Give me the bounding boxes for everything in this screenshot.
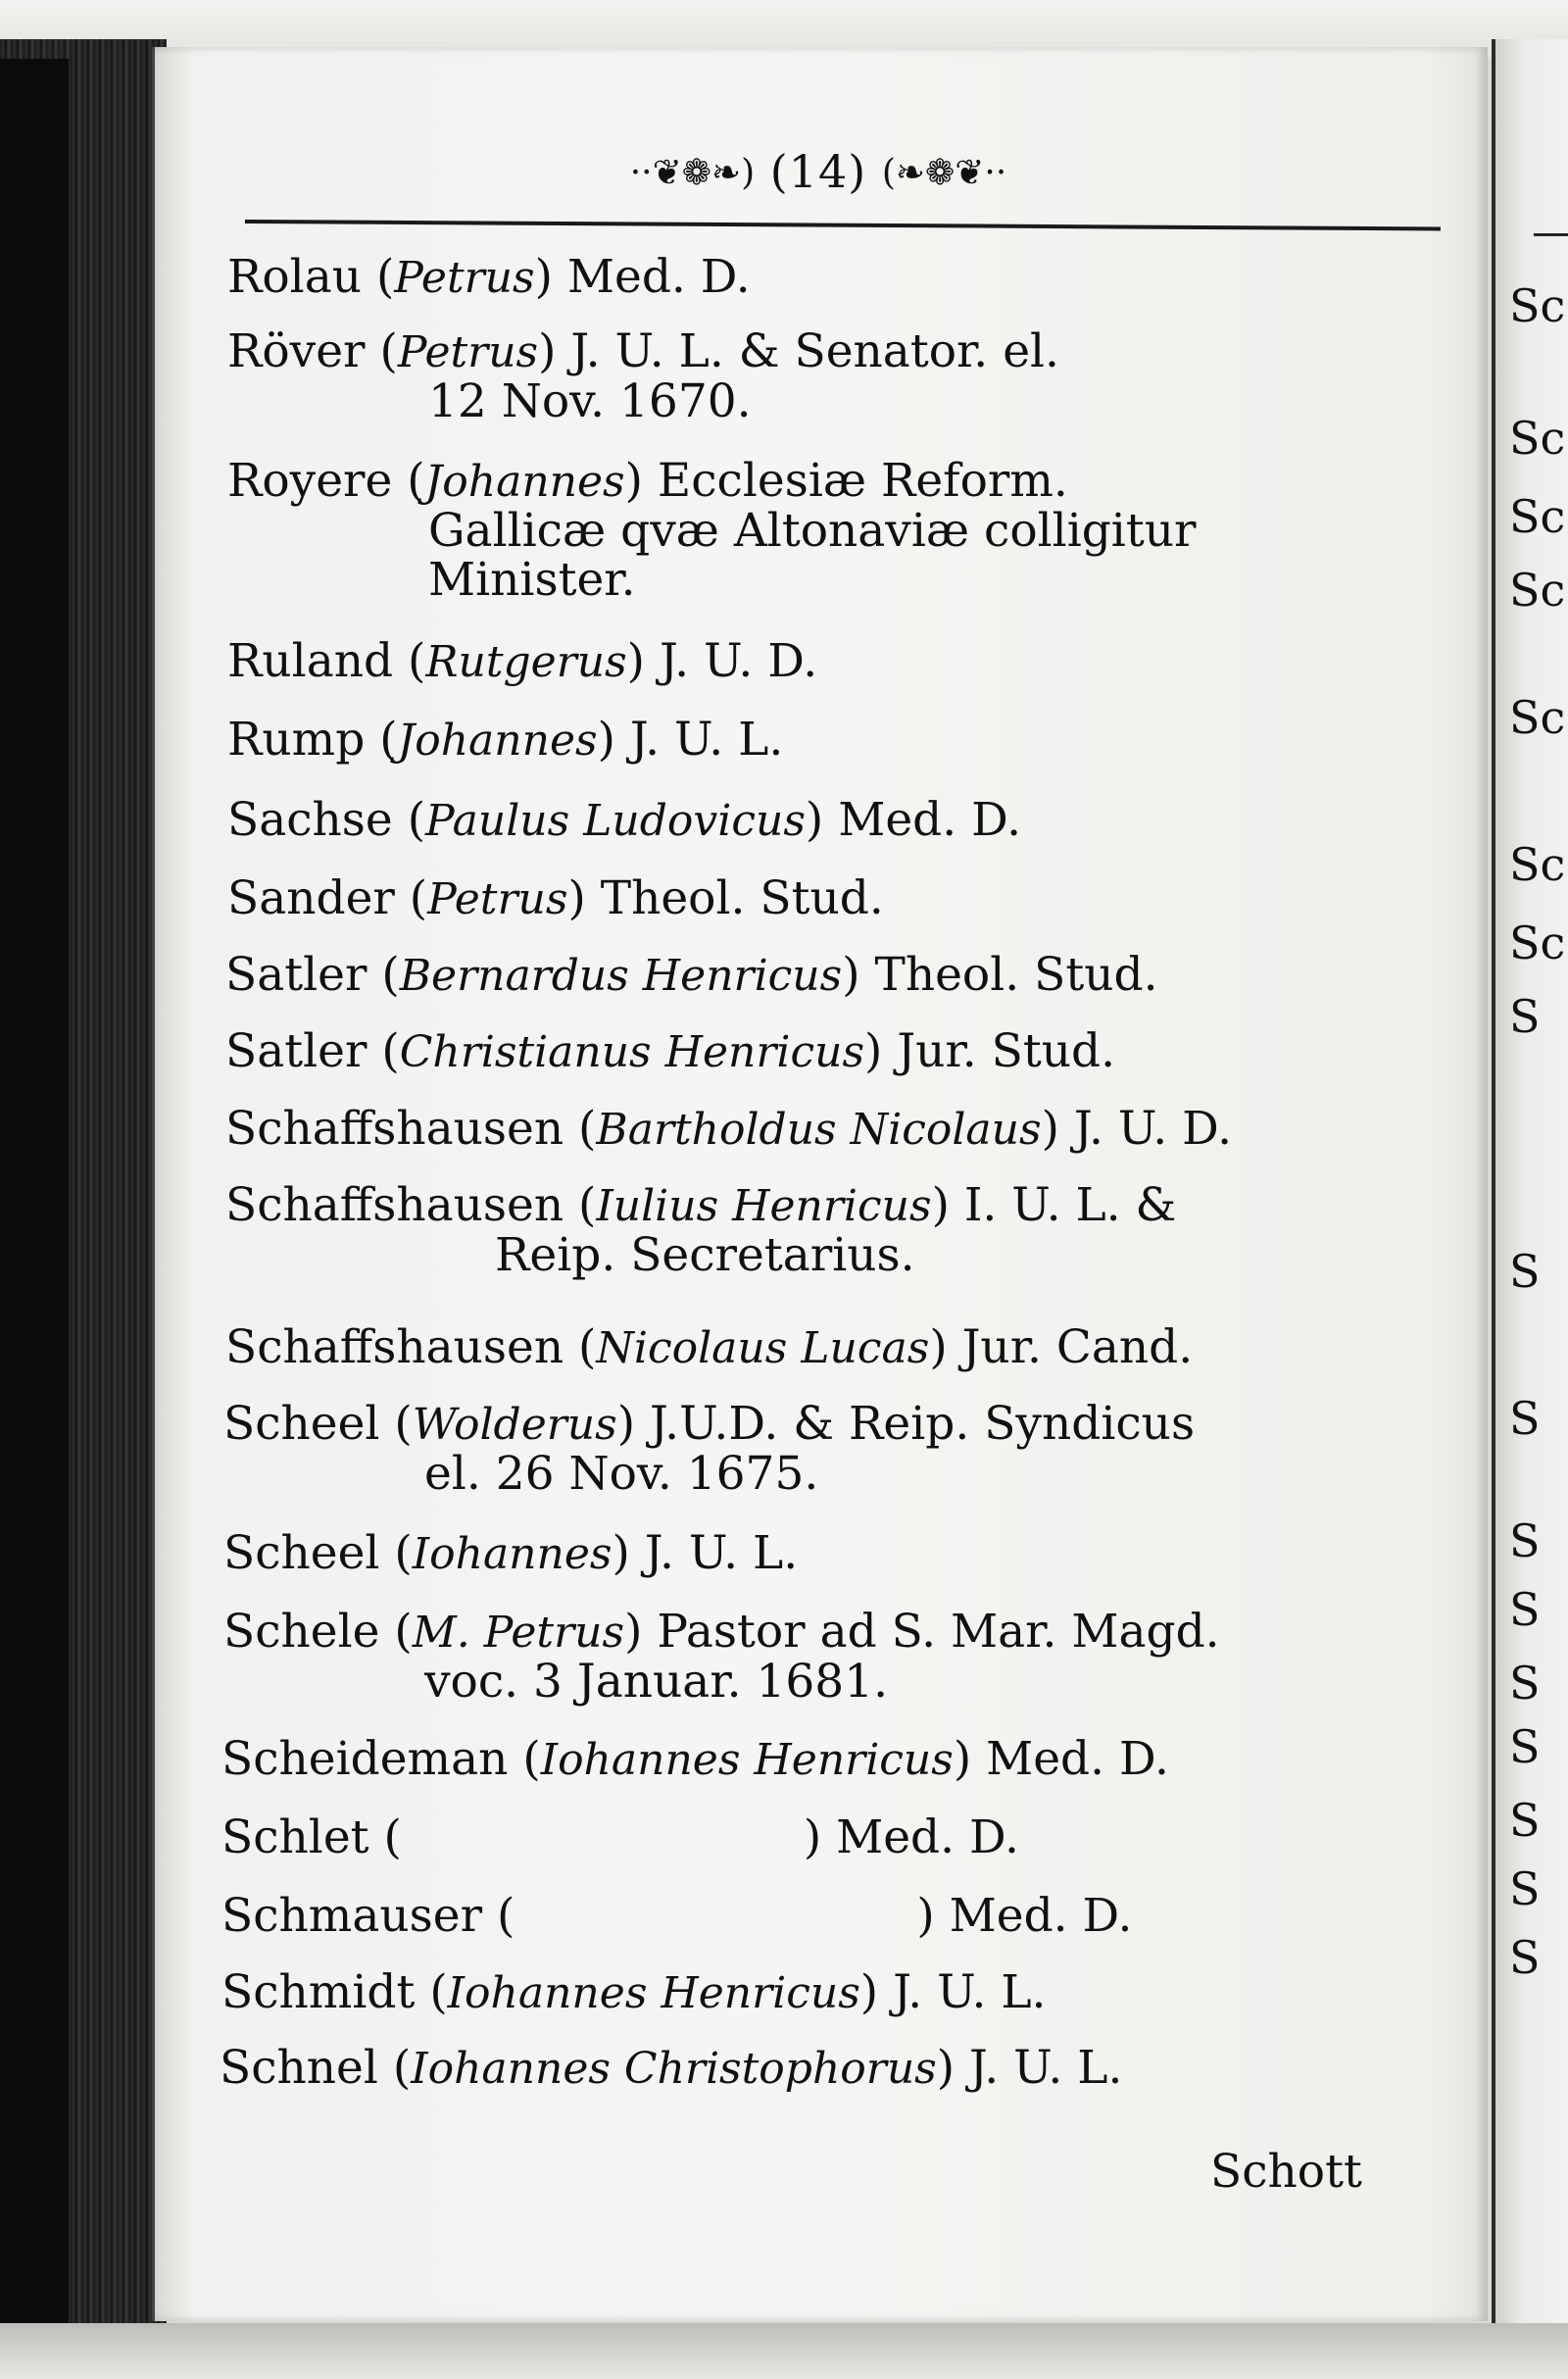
directory-entry: Schmidt (Iohannes Henricus) J. U. L.	[221, 1965, 1047, 2019]
entry-given-name: Johannes	[424, 457, 625, 507]
adjacent-page-letter: S	[1509, 1657, 1541, 1710]
entry-surname: Schnel	[220, 2041, 378, 2095]
entry-surname: Schlet	[221, 1810, 369, 1864]
adjacent-page-letter: S	[1509, 1245, 1541, 1298]
entry-surname: Rolau	[227, 250, 363, 304]
adjacent-page-letter: Sc	[1509, 490, 1566, 543]
entry-surname: Röver	[227, 324, 366, 378]
entry-description: Jur. Stud.	[897, 1024, 1116, 1078]
entry-surname: Royere	[227, 454, 393, 508]
entry-description: Pastor ad S. Mar. Magd.	[657, 1605, 1220, 1659]
adjacent-page-letter: S	[1509, 1720, 1541, 1773]
entry-given-name: Wolderus	[412, 1400, 617, 1450]
entry-surname: Schaffshausen	[225, 1320, 564, 1374]
entry-description: J. U. L.	[629, 713, 784, 767]
entry-surname: Scheel	[223, 1526, 380, 1580]
adjacent-page-letter: Sc	[1509, 564, 1566, 617]
adjacent-page-letter: Sc	[1509, 838, 1566, 891]
entry-given-name: M. Petrus	[412, 1608, 625, 1658]
directory-entry: Schaffshausen (Nicolaus Lucas) Jur. Cand.	[225, 1320, 1194, 1374]
directory-entry: Satler (Bernardus Henricus) Theol. Stud.	[225, 948, 1158, 1002]
entry-given-name: Bartholdus Nicolaus	[596, 1105, 1042, 1155]
directory-entry: Rolau (Petrus) Med. D.	[227, 250, 751, 304]
entry-given-name: Petrus	[397, 327, 539, 377]
entry-surname: Rump	[227, 713, 366, 767]
directory-entry: Rump (Johannes) J. U. L.	[227, 713, 784, 767]
directory-entry: Scheel (Wolderus) J.U.D. & Reip. Syndicus el. 26 Nov. 1675.	[223, 1397, 1196, 1501]
entry-given-name: Iohannes	[412, 1529, 612, 1579]
entry-description: J. U. L.	[644, 1526, 799, 1580]
entry-continuation: Minister.	[428, 553, 636, 607]
entry-continuation: Gallicæ qvæ Altonaviæ colligitur	[428, 504, 1197, 558]
entry-surname: Satler	[225, 1024, 368, 1078]
entry-surname: Schmauser	[221, 1889, 483, 1943]
directory-entry: Schaffshausen (Iulius Henricus) I. U. L. & Reip. Secretarius.	[225, 1178, 1177, 1282]
directory-entry: Schaffshausen (Bartholdus Nicolaus) J. U. D.	[225, 1102, 1233, 1156]
entry-given-name: Paulus Ludovicus	[425, 796, 806, 846]
entry-given-name: Nicolaus Lucas	[596, 1323, 930, 1373]
directory-entry: Scheideman (Iohannes Henricus) Med. D.	[221, 1732, 1169, 1786]
directory-entry: Royere (Johannes) Ecclesiæ Reform. Gallicæ qvæ Altonaviæ colligitur Minister.	[227, 454, 1197, 607]
entry-continuation: Reip. Secretarius.	[495, 1228, 915, 1282]
directory-entry: Sander (Petrus) Theol. Stud.	[227, 871, 884, 925]
entry-surname: Schmidt	[221, 1965, 416, 2019]
entry-description: I. U. L. &	[963, 1178, 1177, 1232]
entry-surname: Schele	[223, 1605, 380, 1659]
entry-given-name: Rutgerus	[425, 637, 627, 687]
entry-surname: Sander	[227, 871, 395, 925]
adjacent-page-letter: S	[1509, 1392, 1541, 1445]
entry-description: J. U. D.	[659, 634, 818, 688]
entry-given-name: Petrus	[427, 874, 568, 924]
entry-description: J. U. L.	[969, 2041, 1123, 2095]
entry-given-name: Christianus Henricus	[399, 1027, 865, 1077]
directory-entry: Röver (Petrus) J. U. L. & Senator. el. 12 Nov. 1670.	[227, 324, 1059, 428]
entry-description: J. U. L. & Senator. el.	[570, 324, 1059, 378]
entry-given-name: Bernardus Henricus	[399, 951, 843, 1001]
adjacent-page-letter: S	[1509, 1794, 1541, 1847]
entry-description: Jur. Cand.	[961, 1320, 1194, 1374]
entry-description: Med. D.	[566, 250, 751, 304]
entry-surname: Scheideman	[221, 1732, 509, 1786]
entry-given-name: Iohannes Henricus	[447, 1968, 860, 2018]
entry-surname: Satler	[225, 948, 368, 1002]
entry-description: J. U. D.	[1073, 1102, 1233, 1156]
catchword: Schott	[1210, 2145, 1362, 2199]
entry-surname: Scheel	[223, 1397, 380, 1451]
entry-given-name: Petrus	[394, 253, 535, 303]
entry-continuation: 12 Nov. 1670.	[428, 374, 752, 428]
entry-description: Theol. Stud.	[600, 871, 884, 925]
entry-description: Med. D.	[949, 1889, 1133, 1943]
adjacent-page-letter: Sc	[1509, 279, 1566, 332]
entry-description: Med. D.	[838, 793, 1022, 847]
directory-entry: Ruland (Rutgerus) J. U. D.	[227, 634, 818, 688]
entry-description: J. U. L.	[893, 1965, 1047, 2019]
entry-continuation: voc. 3 Januar. 1681.	[424, 1655, 889, 1709]
entry-given-name: Iohannes Henricus	[540, 1735, 954, 1785]
entry-description: Med. D.	[986, 1732, 1169, 1786]
entry-given-name: Iulius Henricus	[596, 1181, 932, 1231]
entry-description: Med. D.	[836, 1810, 1019, 1864]
directory-entry: Scheel (Iohannes) J. U. L.	[223, 1526, 799, 1580]
entry-surname: Schaffshausen	[225, 1102, 564, 1156]
adjacent-page-letter: S	[1509, 990, 1541, 1043]
directory-entry: Sachse (Paulus Ludovicus) Med. D.	[227, 793, 1022, 847]
adjacent-page-letter: Sc	[1509, 412, 1566, 465]
entry-continuation: el. 26 Nov. 1675.	[424, 1447, 819, 1501]
entry-description: J.U.D. & Reip. Syndicus	[649, 1397, 1196, 1451]
directory-entry: Schmauser ( ) Med. D.	[221, 1889, 1133, 1943]
entry-surname: Sachse	[227, 793, 393, 847]
adjacent-page-letter: S	[1509, 1583, 1541, 1636]
directory-entry: Satler (Christianus Henricus) Jur. Stud.	[225, 1024, 1116, 1078]
adjacent-page-letter: Sc	[1509, 917, 1566, 969]
page-number: (14)	[769, 145, 867, 198]
adjacent-page-letter: S	[1509, 1862, 1541, 1915]
adjacent-page-letter: S	[1509, 1514, 1541, 1567]
entry-given-name: Johannes	[397, 716, 598, 766]
directory-entry: Schnel (Iohannes Christophorus) J. U. L.	[220, 2041, 1123, 2095]
adjacent-page-letter: S	[1509, 1931, 1541, 1984]
entry-description: Ecclesiæ Reform.	[657, 454, 1068, 508]
entry-description: Theol. Stud.	[874, 948, 1158, 1002]
right-ornament-icon: (❧❁❦··	[881, 153, 1007, 193]
entry-surname: Schaffshausen	[225, 1178, 564, 1232]
directory-entry: Schlet ( ) Med. D.	[221, 1810, 1019, 1864]
adjacent-page-letter: Sc	[1509, 691, 1566, 744]
entry-given-name: Iohannes Christophorus	[411, 2044, 937, 2094]
entry-surname: Ruland	[227, 634, 394, 688]
directory-entry: Schele (M. Petrus) Pastor ad S. Mar. Magd. voc. 3 Januar. 1681.	[223, 1605, 1220, 1709]
left-ornament-icon: ··❦❁❧)	[629, 153, 756, 193]
